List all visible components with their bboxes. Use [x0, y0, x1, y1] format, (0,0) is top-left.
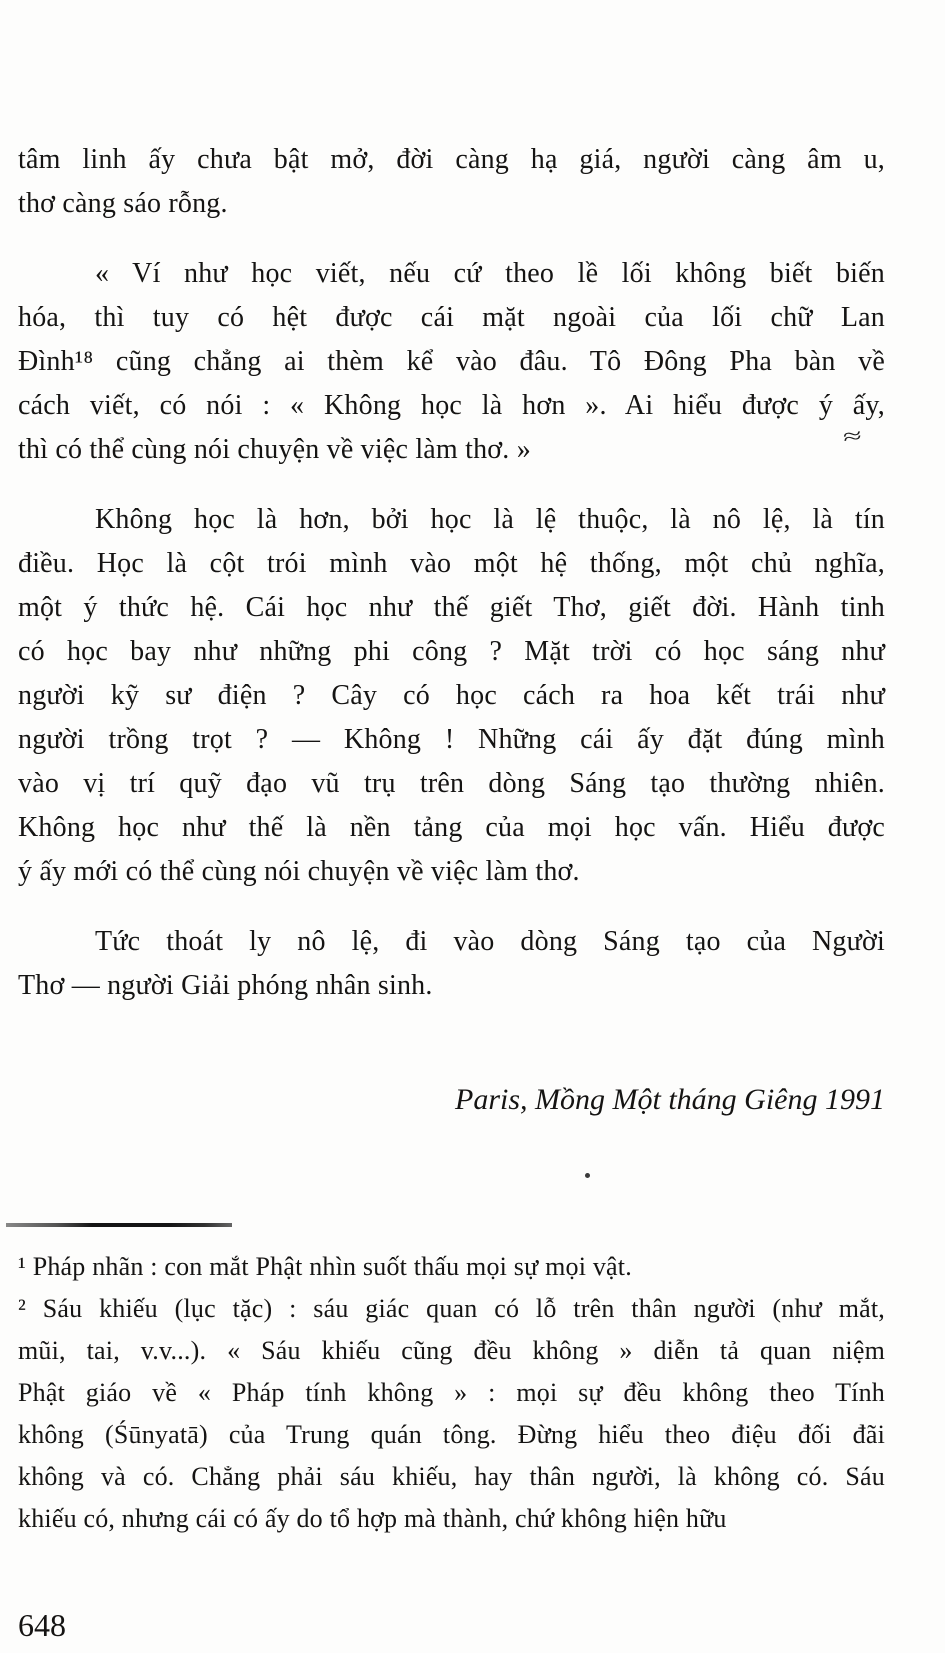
- ink-dot: [585, 1173, 590, 1178]
- body-text: [18, 138, 885, 1008]
- body-line: điều. Học là cột trói mình vào một hệ thống, một chủ nghĩa,: [18, 548, 885, 579]
- body-line: Không học như thế là nền tảng của mọi học vấn. Hiểu được: [18, 812, 885, 843]
- body-line: Không học là hơn, bởi học là lệ thuộc, là nô lệ, là tín: [95, 504, 885, 535]
- body-line: cách viết, có nói : « Không học là hơn ». Ai hiểu được ý ấy,: [18, 390, 885, 421]
- paragraph-quote-vi-nhu: [18, 252, 885, 472]
- footnote-2: [18, 1288, 885, 1540]
- body-line: một ý thức hệ. Cái học như thế giết Thơ, giết đời. Hành tinh: [18, 592, 885, 623]
- body-line: hóa, thì tuy có hệt được cái mặt ngoài của lối chữ Lan: [18, 302, 885, 333]
- footnote-line: không (Śūnyatā) của Trung quán tông. Đừng hiểu theo điệu đối đãi: [18, 1420, 885, 1449]
- page-number: 648: [18, 1607, 66, 1643]
- footnote-line: không và có. Chẳng phải sáu khiếu, hay thân người, là không có. Sáu: [18, 1462, 885, 1491]
- paragraph-khong-hoc: [18, 498, 885, 894]
- body-line: Tức thoát ly nô lệ, đi vào dòng Sáng tạo của Người: [95, 926, 885, 957]
- footnote-line: Phật giáo về « Pháp tính không » : mọi sự đều không theo Tính: [18, 1378, 885, 1407]
- dateline: Paris, Mồng Một tháng Giêng 1991: [455, 1083, 885, 1116]
- body-line: người kỹ sư điện ? Cây có học cách ra hoa kết trái như: [18, 680, 885, 711]
- body-line: có học bay như những phi công ? Mặt trời có học sáng như: [18, 636, 885, 667]
- body-line: thì có thể cùng nói chuyện về việc làm thơ. »: [18, 434, 531, 465]
- body-line: tâm linh ấy chưa bật mở, đời càng hạ giá, người càng âm u,: [18, 144, 885, 175]
- body-line: « Ví như học viết, nếu cứ theo lề lối không biết biến: [95, 258, 885, 289]
- footnote-line: ² Sáu khiếu (lục tặc) : sáu giác quan có lỗ trên thân người (như mắt,: [18, 1294, 885, 1323]
- stray-pencil-mark: ≈: [841, 424, 861, 450]
- footnote-rule: [6, 1223, 232, 1227]
- paragraph-continuation: [18, 138, 885, 226]
- body-line: người trồng trọt ? — Không ! Những cái ấy đặt đúng mình: [18, 724, 885, 755]
- body-line: ý ấy mới có thể cùng nói chuyện về việc làm thơ.: [18, 856, 580, 887]
- footnote-1: [18, 1246, 885, 1288]
- body-line: Đình¹⁸ cũng chẳng ai thèm kể vào đâu. Tô Đông Pha bàn về: [18, 346, 885, 377]
- footnotes: [18, 1246, 885, 1540]
- footnote-line: ¹ Pháp nhãn : con mắt Phật nhìn suốt thấu mọi sự mọi vật.: [18, 1252, 632, 1281]
- body-line: thơ càng sáo rỗng.: [18, 188, 228, 219]
- footnote-line: khiếu có, nhưng cái có ấy do tổ hợp mà thành, chứ không hiện hữu: [18, 1504, 727, 1533]
- body-line: vào vị trí quỹ đạo vũ trụ trên dòng Sáng tạo thường nhiên.: [18, 768, 885, 799]
- footnote-line: mũi, tai, v.v...). « Sáu khiếu cũng đều không » diễn tả quan niệm: [18, 1336, 885, 1365]
- body-line: Thơ — người Giải phóng nhân sinh.: [18, 970, 433, 1001]
- paragraph-tuc-thoat-ly: [18, 920, 885, 1008]
